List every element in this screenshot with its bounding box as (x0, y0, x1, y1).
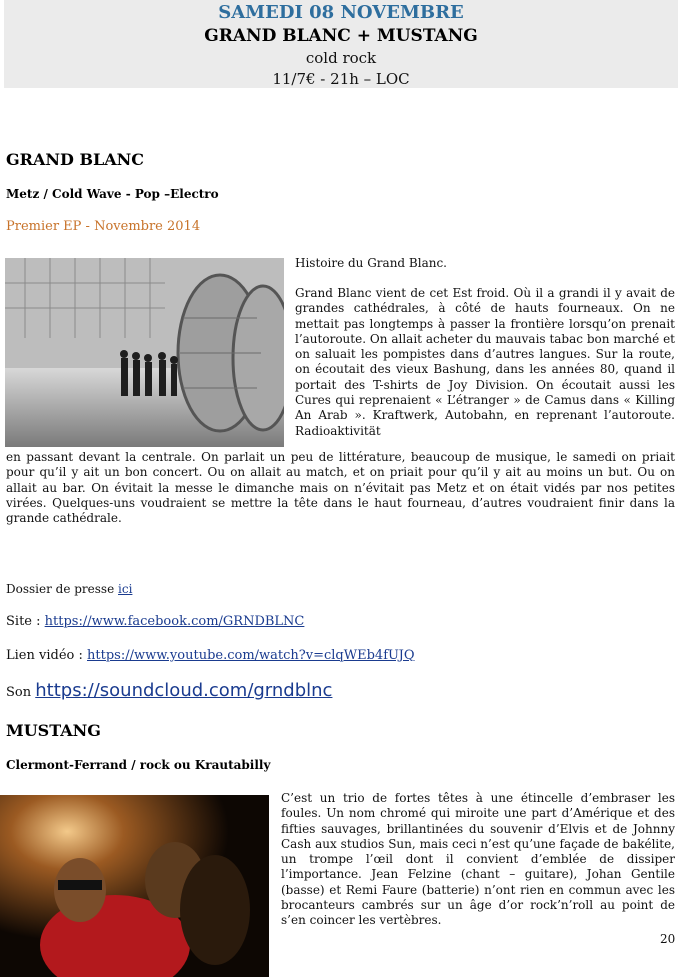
page-number: 20 (660, 932, 676, 946)
grand-blanc-title: GRAND BLANC (6, 150, 144, 169)
grand-blanc-subtitle: Metz / Cold Wave - Pop –Electro (6, 187, 219, 201)
mustang-text: C’est un trio de fortes têtes à une étincelle d’embraser les foules. Un nom chromé qui miroite une part d’Amérique et des fifties sauvages, brillantinées du souvenir d’Elvis et de Johnny Cash aux studios Sun, mais ceci n’est qu’une façade de bakélite, un trompe l’œil dont il convient d’emblée de dissiper l’importance. Jean Felzine (chant – guitare), Johan Gentile (basse) et Remi Faure (batterie) n’ont rien en commun avec les brocanteurs cambrés sur un âge d’or rock’n’roll au point de s’en coincer les vertèbres. (281, 791, 675, 928)
grand-blanc-text-full: en passant devant la centrale. On parlait un peu de littérature, beaucoup de musique, le samedi on priait pour qu’il y ait un bon concert. Ou on allait au match, et on priait pour qu’il y ait au moins un but. Ou on allait au bar. On évitait la messe le dimanche mais on n’évitait pas Metz et on était vidés par nos petites virées. Quelques-uns voudraient se mettre la tête dans le haut fourneau, d’autres voudraient finir dans la grande cathédrale. (6, 450, 675, 526)
mustang-photo-art (0, 795, 269, 977)
site-label: Site : (6, 614, 41, 629)
mustang-title: MUSTANG (6, 721, 101, 740)
video-line (6, 648, 414, 663)
sound-line (6, 680, 332, 701)
event-date: SAMEDI 08 NOVEMBRE (218, 2, 464, 23)
press-kit-line (6, 582, 132, 597)
event-title: GRAND BLANC + MUSTANG (204, 26, 478, 46)
soundcloud-link[interactable]: https://soundcloud.com/grndblnc (35, 680, 333, 701)
grand-blanc-photo (5, 258, 284, 447)
event-price: 11/7€ - 21h – LOC (272, 70, 410, 88)
sound-label: Son (6, 685, 32, 700)
grand-blanc-text-right: Grand Blanc vient de cet Est froid. Où il a grandi il y avait de grandes cathédrales, à côté de hauts fourneaux. On ne mettait pas longtemps à passer la frontière lorsqu’on prenait l’autoroute. On allait acheter du mauvais tabac bon marché et on saluait les pompistes dans d’autres langues. Sur la route, on écoutait des vieux Bashung, dans les années 80, quand il portait des T-shirts de Joy Division. On écoutait aussi les Cures qui reprenaient « L’étranger » de Camus dans « Killing An Arab ». Kraftwerk, Autobahn, en reprenant l’autoroute. Radioaktivität (295, 286, 675, 438)
facebook-link[interactable]: https://www.facebook.com/GRNDBLNC (44, 614, 305, 629)
video-label: Lien vidéo : (6, 648, 83, 663)
grand-blanc-ep: Premier EP - Novembre 2014 (6, 219, 201, 234)
press-kit-label: Dossier de presse (6, 582, 115, 596)
event-genre: cold rock (305, 49, 377, 67)
site-line (6, 614, 304, 629)
grand-blanc-intro: Histoire du Grand Blanc. (295, 256, 447, 270)
youtube-link[interactable]: https://www.youtube.com/watch?v=clqWEb4fUJQ (87, 648, 415, 663)
mustang-photo (0, 795, 269, 977)
grand-blanc-photo-art (5, 258, 284, 447)
event-header (4, 0, 678, 88)
press-kit-link[interactable]: ici (118, 582, 133, 596)
mustang-subtitle: Clermont-Ferrand / rock ou Krautabilly (6, 758, 271, 772)
